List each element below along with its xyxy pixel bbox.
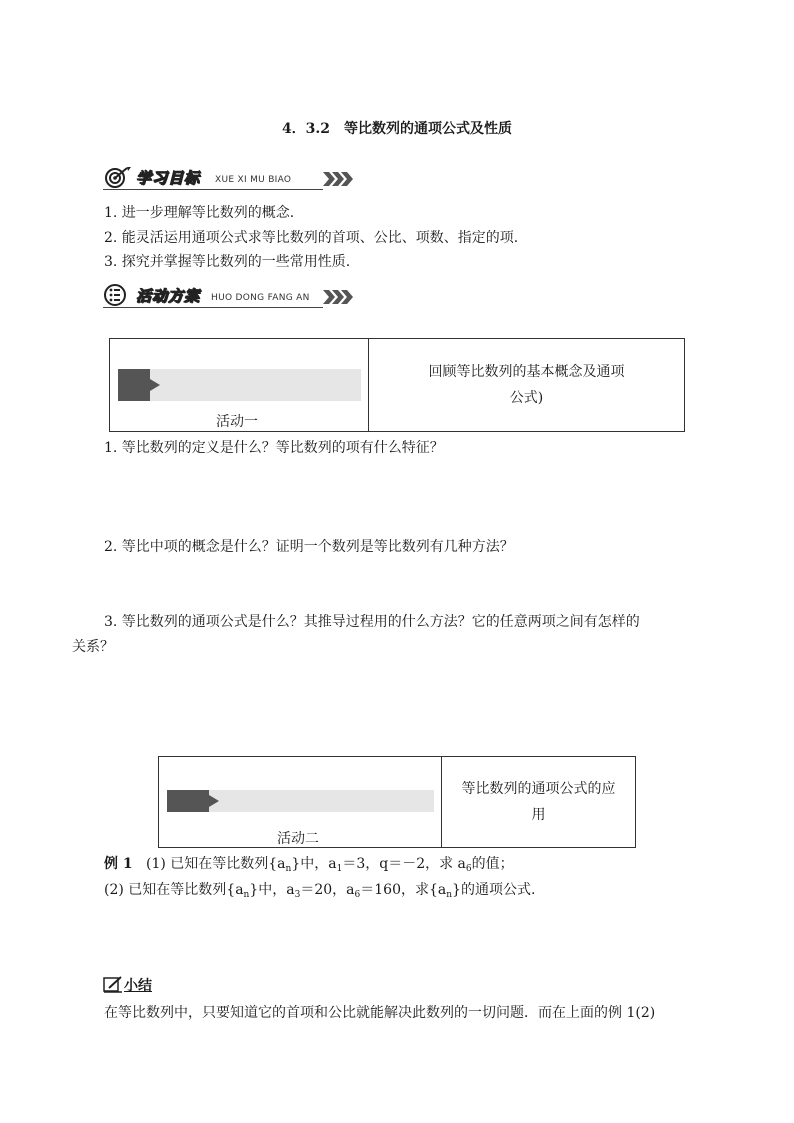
activity-one-desc-line: 回顾等比数列的基本概念及通项 [428, 364, 625, 380]
activity-one-name: 活动一 [216, 414, 258, 430]
learning-goals-pinyin: XUE XI MU BIAO [215, 175, 292, 185]
activity-one-box [109, 338, 685, 432]
goal-item: 2. 能灵活运用通项公式求等比数列的首项、公比、项数、指定的项. [104, 230, 519, 246]
summary-text: 在等比数列中，只要知道它的首项和公比就能解决此数列的一切问题．而在上面的例 1(2) [104, 1005, 656, 1021]
chevrons-icon [323, 290, 353, 304]
activity-bar-marker [118, 369, 150, 401]
example-label: 例 1 [104, 856, 133, 872]
example-1-part-2: (2) 已知在等比数列$\{a_n\}$中，$a_3=20$，$a_6=160$，求$\{a_n\}$的通项公式. [104, 882, 536, 900]
goal-item: 1. 进一步理解等比数列的概念. [104, 205, 295, 221]
goal-item: 3. 探究并掌握等比数列的一些常用性质. [104, 254, 351, 270]
question-3-line: 关系？ [72, 639, 114, 655]
target-icon [103, 166, 133, 188]
activity-bar-arrow [209, 795, 219, 807]
summary-label: 小结 [124, 978, 152, 994]
activity-two-header [159, 757, 442, 847]
learning-goals-banner [103, 166, 353, 190]
question-1: 1. 等比数列的定义是什么？等比数列的项有什么特征？ [104, 440, 444, 456]
activity-one-description [369, 339, 684, 431]
activity-two-box [158, 756, 636, 848]
activity-bar-arrow [150, 379, 160, 391]
activity-two-desc-line: 等比数列的通项公式的应 [461, 781, 616, 797]
question-3-line: 3. 等比数列的通项公式是什么？其推导过程用的什么方法？它的任意两项之间有怎样的 [104, 614, 640, 630]
pencil-note-icon [103, 976, 123, 993]
activity-two-name: 活动二 [277, 831, 319, 847]
activity-plan-banner [103, 284, 353, 308]
activity-plan-pinyin: HUO DONG FANG AN [211, 293, 310, 303]
chevrons-icon [323, 172, 353, 186]
banner-underline [103, 189, 323, 190]
learning-goals-label: 学习目标 [136, 169, 201, 187]
activity-one-header [110, 339, 369, 431]
banner-underline [103, 307, 323, 308]
list-icon [103, 284, 133, 306]
activity-bar-marker [167, 790, 209, 812]
page-title: 4．3.2 等比数列的通项公式及性质 [281, 121, 513, 137]
activity-two-description [442, 757, 635, 847]
question-2: 2. 等比中项的概念是什么？证明一个数列是等比数列有几种方法？ [104, 539, 514, 555]
activity-two-desc-line: 用 [531, 807, 546, 823]
activity-one-desc-line: 公式) [509, 390, 544, 406]
activity-plan-label: 活动方案 [136, 287, 201, 305]
example-1-part-1: 例 1 (1) 已知在等比数列$\{a_n\}$中，$a_1=3$，q＝－2，求 $a_6$的值； [104, 856, 514, 874]
